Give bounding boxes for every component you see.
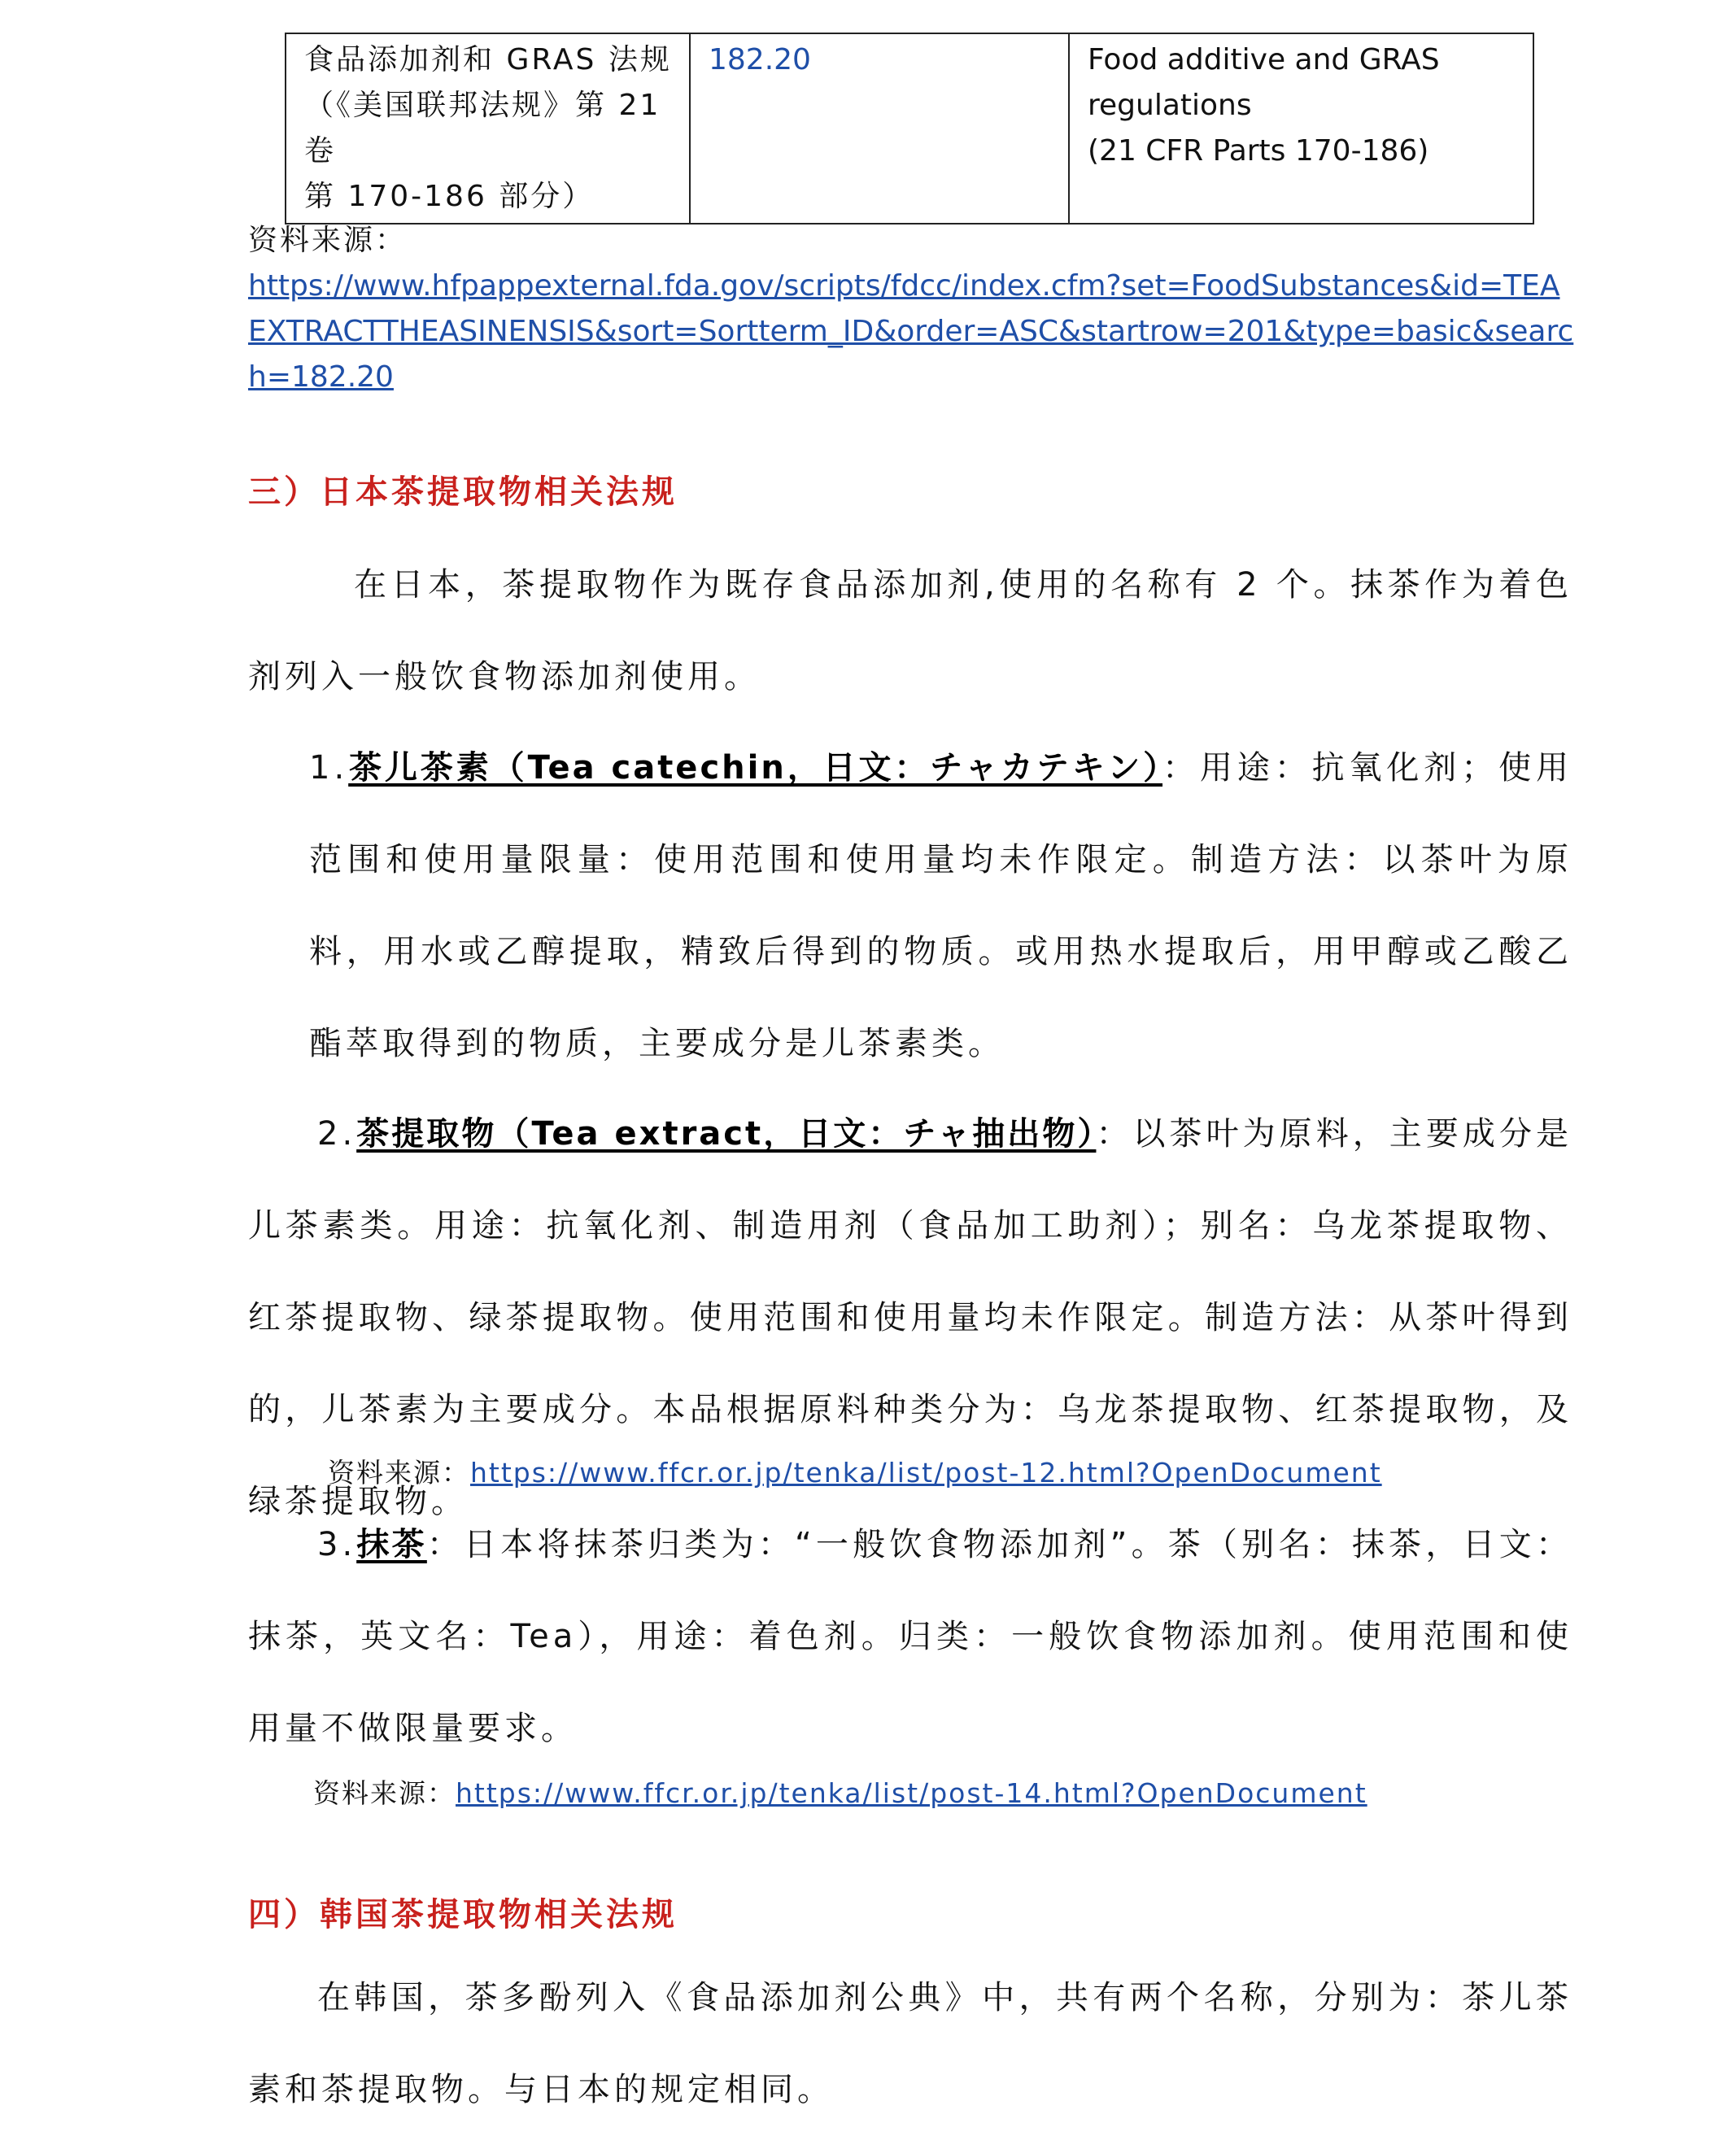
source-label: 资料来源： [248, 224, 408, 257]
japan-item-3-source [313, 1773, 1367, 1814]
table-cell-regulation-en: Food additive and GRAS regulations (21 CFR Parts 170-186) [1069, 33, 1533, 224]
japan-item-3 [248, 1499, 1572, 1775]
item-term: 茶儿茶素（Tea catechin，日文：チャカテキン） [348, 749, 1163, 787]
ffcr-post-14-link[interactable]: https://www.ffcr.or.jp/tenka/list/post-14.html?OpenDocument [456, 1777, 1367, 1809]
fda-source-link[interactable]: https://www.hfpappexternal.fda.gov/scripts/fdcc/index.cfm?set=FoodSubstances&id=TEAEXTRACTTHEASINENSIS&sort=Sortterm_ID&order=ASC&startrow=201&type=basic&search=182.20 [248, 269, 1574, 394]
item-body: ：以茶叶为原料，主要成分是儿茶素类。用途：抗氧化剂、制造用剂（食品加工助剂）；别名：乌龙茶提取物、红茶提取物、绿茶提取物。使用范围和使用量均未作限定。制造方法：从茶叶得到的，儿茶素为主要成分。本品根据原料种类分为：乌龙茶提取物、红茶提取物，及绿茶提取物。 [248, 1115, 1572, 1520]
table-cell-section-number: 182.20 [690, 33, 1069, 224]
item-number: 2. [317, 1115, 357, 1153]
japan-intro-paragraph: 在日本，茶提取物作为既存食品添加剂,使用的名称有 2 个。抹茶作为着色剂列入一般饮食物添加剂使用。 [248, 566, 1572, 695]
korea-intro-paragraph: 在韩国，茶多酚列入《食品添加剂公典》中，共有两个名称，分别为：茶儿茶素和茶提取物。与日本的规定相同。 [248, 1979, 1572, 2108]
item-number: 3. [317, 1526, 357, 1563]
source-label: 资料来源： [313, 1777, 456, 1809]
item-number: 1. [309, 749, 349, 787]
table-row [286, 33, 1533, 224]
japan-item-2-source [328, 1453, 1382, 1493]
section-heading-japan: 三）日本茶提取物相关法规 [248, 473, 678, 511]
regulation-table [285, 33, 1534, 224]
item-term: 茶提取物（Tea extract，日文：チャ抽出物） [356, 1115, 1097, 1153]
ffcr-post-12-link[interactable]: https://www.ffcr.or.jp/tenka/list/post-12.html?OpenDocument [470, 1457, 1382, 1489]
table-cell-regulation-cn: 食品添加剂和 GRAS 法规 （《美国联邦法规》第 21 卷 第 170-186 部分） [286, 33, 690, 224]
section-heading-korea: 四）韩国茶提取物相关法规 [248, 1896, 678, 1933]
item-body: ：日本将抹茶归类为：“一般饮食物添加剂”。茶（别名：抹茶，日文：抹茶，英文名：Tea），用途：着色剂。归类：一般饮食物添加剂。使用范围和使用量不做限量要求。 [248, 1526, 1572, 1747]
source-label: 资料来源： [328, 1457, 470, 1489]
item-term: 抹茶 [356, 1526, 427, 1563]
item-body: ：用途：抗氧化剂；使用范围和使用量限量：使用范围和使用量均未作限定。制造方法：以茶叶为原料，用水或乙醇提取，精致后得到的物质。或用热水提取后，用甲醇或乙酸乙酯萃取得到的物质，主要成分是儿茶素类。 [309, 749, 1573, 1062]
japan-item-1 [309, 722, 1572, 1090]
fda-source [248, 218, 1574, 400]
